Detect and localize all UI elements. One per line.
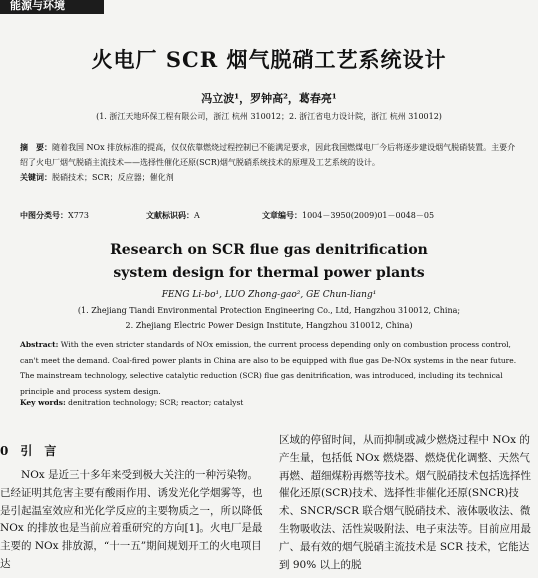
- clc-number: [20, 210, 89, 221]
- english-authors: FENG Li-bo¹, LUO Zhong-gao², GE Chun-liang¹: [161, 290, 377, 300]
- english-keywords-label: Key words:: [20, 398, 66, 407]
- right-column-text: 区域的停留时间，从而抑制或减少燃烧过程中 NOx 的产生量，包括低 NOx 燃烧器、燃烧优化调整、天然气再燃、超细煤粉再燃等技术。烟气脱硝技术包括选择性催化还原(SCR)技术、选择性非催化还原(SNCR)技术、SNCR/SCR 联合烟气脱硝技术、液体吸收法、微生物吸收法、活性炭吸附法、电子束法等。目前应用最广、最有效的烟气脱硝主流技术是 SCR 技术，它能达到 90% 以上的脱: [279, 434, 531, 571]
- english-abstract-label: Abstract:: [20, 340, 59, 349]
- chinese-keywords: 脱硝技术；SCR；反应器；催化剂: [52, 173, 174, 182]
- english-title-line-1: Research on SCR flue gas denitrification: [110, 242, 428, 258]
- english-keywords: [20, 398, 243, 407]
- article-number: [262, 210, 434, 221]
- section-heading: 0 引 言: [0, 444, 57, 458]
- chinese-keywords-label: 关键词：: [20, 173, 52, 182]
- chinese-affiliation: (1. 浙江天地环保工程有限公司，浙江 杭州 310012；2. 浙江省电力设计院，浙江 杭州 310012): [96, 112, 442, 121]
- section-tag: 能源与环境: [0, 0, 104, 14]
- english-keywords-text: denitration technology; SCR; reactor; catalyst: [68, 398, 244, 407]
- chinese-abstract: [20, 140, 520, 185]
- chinese-title: 火电厂 SCR 烟气脱硝工艺系统设计: [91, 47, 447, 72]
- chinese-abstract-text: 随着我国 NOx 排放标准的提高，仅仅依靠燃烧过程控制已不能满足要求，因此我国燃煤电厂今后将逐步建设烟气脱硝装置。主要介绍了火电厂烟气脱硝主流技术——选择性催化还原(SCR)烟气脱硝系统技术的原理及工艺系统的设计。: [20, 143, 516, 167]
- article-number-value: 1004－3950(2009)01－0048－05: [302, 211, 435, 220]
- english-affiliation-2: 2. Zhejiang Electric Power Design Institute, Hangzhou 310012, China): [125, 321, 413, 330]
- article-number-label: 文章编号：: [262, 211, 302, 220]
- english-abstract: [20, 337, 518, 399]
- clc-label: 中图分类号：: [20, 211, 68, 220]
- english-affiliation-1: (1. Zhejiang Tiandi Environmental Protection Engineering Co., Ltd, Hangzhou 310012, China;: [77, 306, 461, 315]
- document-code: [146, 210, 200, 221]
- left-column-text: NOx 是近三十多年来受到极大关注的一种污染物。已经证明其危害主要有酸雨作用、诱发光化学烟雾等，也是引起温室效应和光化学反应的主要物质之一，所以降低 NOx 的排放也是当前应着重研究的方向[1]。火电厂是最主要的 NOx 排放源，“十一五”期间规划开工的火电项目达: [0, 469, 263, 570]
- english-abstract-text: With the even stricter standards of NOx emission, the current process depending only on combustion process control, can't meet the demand. Coal-fired power plants in China are also to be equipped with flue gas De-NOx systems in the near future. The mainstream technology, selective catalytic reduction (SCR) flue gas denitrification, was introduced, including its technical principle and process system design.: [20, 340, 517, 396]
- document-code-label: 文献标识码：: [146, 211, 194, 220]
- chinese-abstract-label: 摘 要：: [20, 143, 52, 152]
- document-code-value: A: [194, 211, 200, 220]
- clc-value: X773: [68, 211, 89, 220]
- english-title-line-2: system design for thermal power plants: [113, 265, 425, 281]
- chinese-authors: 冯立波¹，罗钟高²，葛春亮¹: [201, 92, 337, 105]
